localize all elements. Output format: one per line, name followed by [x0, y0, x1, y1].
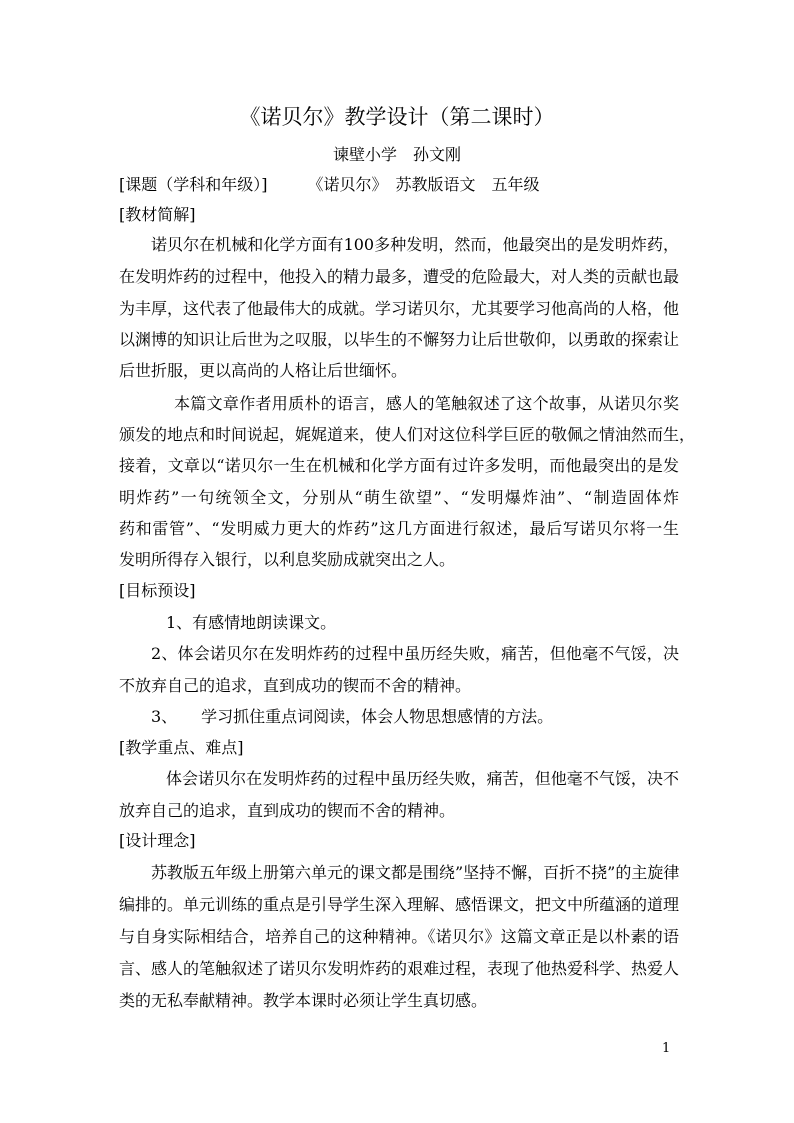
section-heading-goals: [目标预设]	[119, 581, 196, 600]
subject-line: [课题（学科和年级）] 《诺贝尔》 苏教版语文 五年级	[119, 175, 540, 194]
material-line: 为丰厚，这代表了他最伟大的成就。学习诺贝尔，尤其要学习他高尚的人格，他	[119, 299, 680, 318]
goal-item: 3、 学习抓住重点词阅读，体会人物思想感情的方法。	[151, 707, 554, 726]
material-line: 以渊博的知识让后世为之叹服，以毕生的不懈努力让后世敬仰，以勇敢的探索让	[119, 330, 680, 349]
concept-line: 言、感人的笔触叙述了诺贝尔发明炸药的艰难过程，表现了他热爱科学、热爱人	[119, 959, 680, 978]
concept-line: 类的无私奉献精神。教学本课时必须让学生真切感。	[119, 991, 488, 1010]
material-line: 颁发的地点和时间说起，娓娓道来，使人们对这位科学巨匠的敬佩之情油然而生，	[119, 425, 696, 444]
key-point-line: 体会诺贝尔在发明炸药的过程中虽历经失败，痛苦，但他毫不气馁，决不	[166, 769, 679, 788]
concept-line: 苏教版五年级上册第六单元的课文都是围绕”坚持不懈，百折不挠”的主旋律	[151, 863, 680, 882]
material-line: 接着，文章以“诺贝尔一生在机械和化学方面有过许多发明，而他最突出的是发	[119, 456, 679, 475]
material-line: 本篇文章作者用质朴的语言，感人的笔触叙述了这个故事，从诺贝尔奖	[174, 394, 679, 413]
section-heading-concept: [设计理念]	[119, 831, 196, 850]
document-title: 《诺贝尔》教学设计（第二课时）	[239, 105, 555, 129]
section-heading-key-points: [教学重点、难点]	[119, 738, 244, 757]
goal-item: 1、有感情地朗读课文。	[166, 613, 337, 632]
goal-item: 不放弃自己的追求，直到成功的锲而不舍的精神。	[119, 676, 472, 695]
section-heading-material: [教材简解]	[119, 205, 196, 224]
material-line: 明炸药”一句统领全文，分别从“萌生欲望”、“发明爆炸油”、“制造固体炸	[119, 488, 679, 507]
material-line: 药和雷管”、“发明威力更大的炸药”这几方面进行叙述，最后写诺贝尔将一生	[119, 519, 679, 538]
material-line: 后世折服，更以高尚的人格让后世缅怀。	[119, 361, 408, 380]
author-line: 谏壁小学 孙文刚	[332, 145, 461, 164]
concept-line: 与自身实际相结合，培养自己的这种精神。《诺贝尔》这篇文章正是以朴素的语	[119, 927, 679, 946]
concept-line: 编排的。单元训练的重点是引导学生深入理解、感悟课文，把文中所蕴涵的道理	[119, 895, 680, 914]
goal-item: 2、体会诺贝尔在发明炸药的过程中虽历经失败，痛苦，但他毫不气馁，决	[151, 644, 679, 663]
material-line: 诺贝尔在机械和化学方面有100多种发明，然而，他最突出的是发明炸药，	[151, 235, 679, 254]
material-line: 发明所得存入银行，以利息奖励成就突出之人。	[119, 550, 456, 569]
key-point-line: 放弃自己的追求，直到成功的锲而不舍的精神。	[119, 801, 456, 820]
page-number: 1	[662, 1041, 671, 1056]
material-line: 在发明炸药的过程中，他投入的精力最多，遭受的危险最大，对人类的贡献也最	[119, 267, 680, 286]
